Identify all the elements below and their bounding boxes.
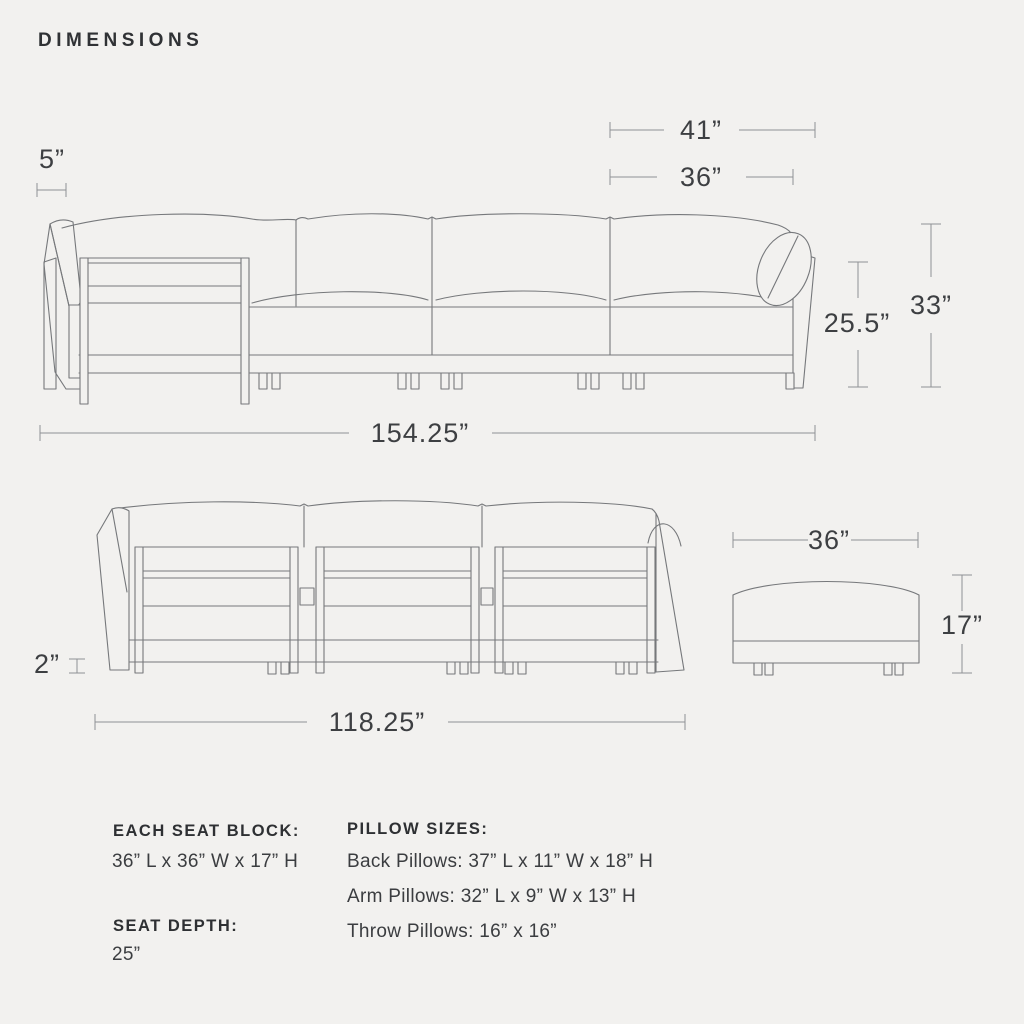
frame3-post-right (647, 547, 655, 673)
pillow-throw-value: Throw Pillows: 16” x 16” (347, 921, 557, 942)
corner-frame-post-left (80, 258, 88, 404)
ottoman-dimension-lines (733, 532, 972, 673)
page-title: DIMENSIONS (38, 30, 204, 51)
dim-label-total-height: 33” (909, 290, 953, 320)
dim-label-seat-back-height: 25.5” (823, 308, 891, 338)
dim-label-leg-height: 2” (33, 649, 61, 679)
corner-inner-panel (69, 305, 80, 378)
back-cushions-top-edge (62, 214, 791, 233)
dim-label-total-length: 154.25” (370, 418, 470, 448)
seat-block-label: EACH SEAT BLOCK: (113, 822, 300, 840)
frame1-post-left (135, 547, 143, 673)
frame3-rails (495, 547, 655, 606)
left-corner-wedge (97, 508, 129, 670)
base-band (129, 640, 658, 662)
pillow-sizes-label: PILLOW SIZES: (347, 820, 489, 838)
frame3-post-left (495, 547, 503, 673)
dim-label-arm-thickness: 5” (38, 144, 66, 174)
frame2-post-right (471, 547, 479, 673)
corner-frame-rails (80, 258, 249, 303)
front-legs (259, 373, 794, 389)
dim-label-ottoman-height: 17” (940, 610, 984, 640)
seat-block-value: 36” L x 36” W x 17” H (112, 851, 299, 872)
front-view-sofa (44, 214, 821, 404)
connector-bracket-2 (481, 588, 493, 605)
cushion-seams (304, 506, 482, 547)
frame2-post-left (316, 547, 324, 673)
corner-frame-post-right (241, 258, 249, 404)
ottoman-drawing (733, 582, 919, 676)
dim-label-seat-cushion-width: 36” (679, 162, 723, 192)
seat-cushion-curves (252, 291, 785, 303)
frame1-post-right (290, 547, 298, 673)
ottoman-body (733, 595, 919, 663)
module-seams (296, 218, 610, 355)
dim-label-back-total-width: 118.25” (328, 707, 426, 737)
frame1-rails (135, 547, 298, 606)
pillow-back-value: Back Pillows: 37” L x 11” W x 18” H (347, 851, 654, 872)
ottoman-top-dome (733, 582, 919, 596)
ottoman-legs (754, 663, 903, 675)
back-view-sofa (97, 501, 684, 674)
back-cushions-top-edge (112, 501, 652, 509)
right-bolster-arc (648, 524, 681, 546)
seat-depth-label: SEAT DEPTH: (113, 917, 239, 935)
right-end-edge (652, 509, 684, 672)
connector-bracket-1 (300, 588, 314, 605)
corner-back-cushion (50, 220, 81, 309)
dim-label-back-cushion-width: 41” (679, 115, 723, 145)
dim-label-ottoman-width: 36” (807, 525, 851, 555)
seat-depth-value: 25” (112, 944, 141, 965)
pillow-arm-value: Arm Pillows: 32” L x 9” W x 13” H (347, 886, 636, 907)
base-lines (79, 355, 800, 373)
frame2-rails (316, 547, 479, 606)
